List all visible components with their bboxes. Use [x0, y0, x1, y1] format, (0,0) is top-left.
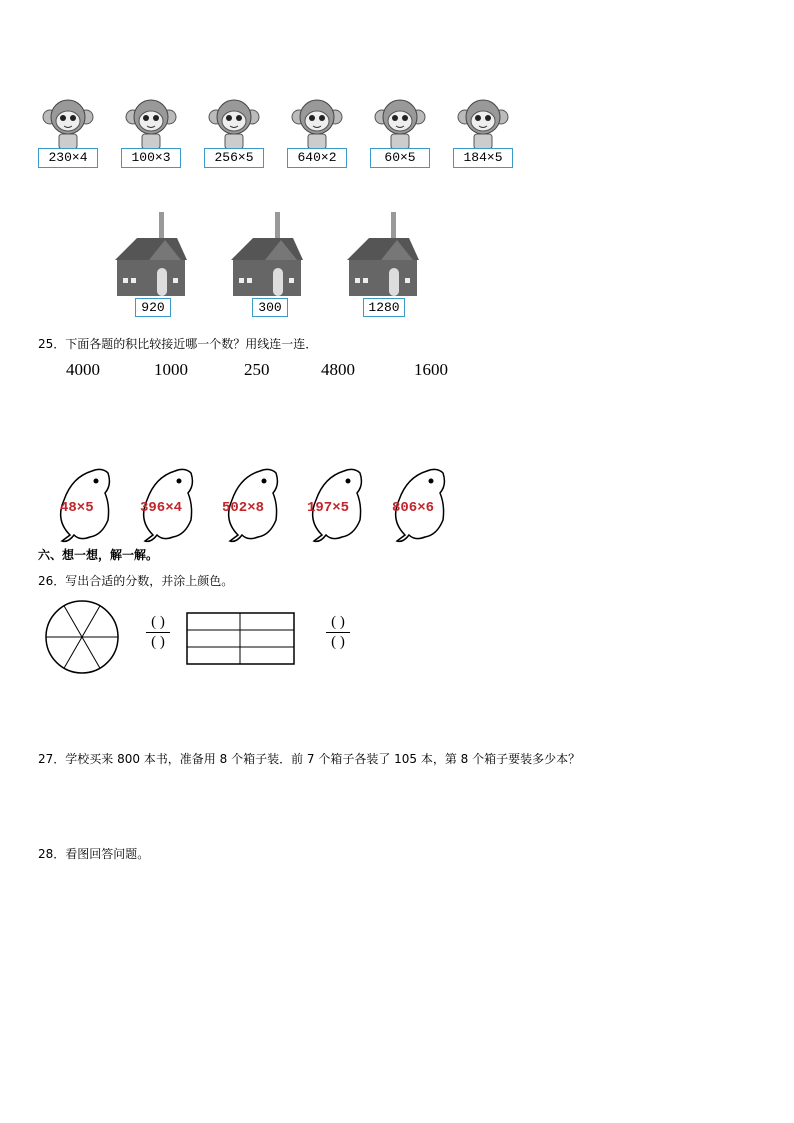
multiplication-label: 60×5 [370, 148, 430, 168]
question-28-text: 28．看图回答问题。 [38, 847, 150, 861]
house-value-label: 920 [135, 298, 171, 317]
multiplication-label: 100×3 [121, 148, 181, 168]
house-image [347, 210, 419, 300]
target-number: 1000 [154, 360, 188, 379]
fraction-blank[interactable] [146, 614, 170, 651]
fraction-bar [326, 632, 350, 633]
house-value-label: 1280 [363, 298, 405, 317]
fraction-numerator: ( ) [151, 614, 165, 630]
section-heading: 六、想一想，解一解。 [38, 548, 159, 562]
target-number: 4000 [66, 360, 100, 379]
multiplication-label: 184×5 [453, 148, 513, 168]
ghost-expression: 806×6 [392, 500, 435, 516]
ghost-expression: 396×4 [140, 500, 183, 516]
question-26-text: 26．写出合适的分数，并涂上颜色。 [38, 574, 234, 588]
target-number: 250 [244, 360, 270, 379]
multiplication-label: 256×5 [204, 148, 264, 168]
house-value-label: 300 [252, 298, 288, 317]
circle-diagram [44, 600, 122, 676]
rectangle-grid-diagram [186, 612, 296, 666]
question-25-text: 25．下面各题的积比较接近哪一个数？用线连一连． [38, 337, 318, 351]
fraction-denominator: ( ) [151, 634, 165, 650]
fraction-blank[interactable] [326, 614, 350, 651]
house-image [231, 210, 303, 300]
ghost-expression: 197×5 [307, 500, 350, 516]
ghost-expression: 48×5 [60, 500, 94, 516]
fraction-denominator: ( ) [331, 634, 345, 650]
ghost-expression: 502×8 [222, 500, 265, 516]
target-number: 1600 [414, 360, 448, 379]
fraction-numerator: ( ) [331, 614, 345, 630]
multiplication-label: 640×2 [287, 148, 347, 168]
house-image [115, 210, 187, 300]
fraction-bar [146, 632, 170, 633]
multiplication-label: 230×4 [38, 148, 98, 168]
target-number: 4800 [321, 360, 355, 379]
question-27-text: 27．学校买来 800 本书，准备用 8 个箱子装．前 7 个箱子各装了 105 本，第 8 个箱子要装多少本？ [38, 752, 581, 766]
